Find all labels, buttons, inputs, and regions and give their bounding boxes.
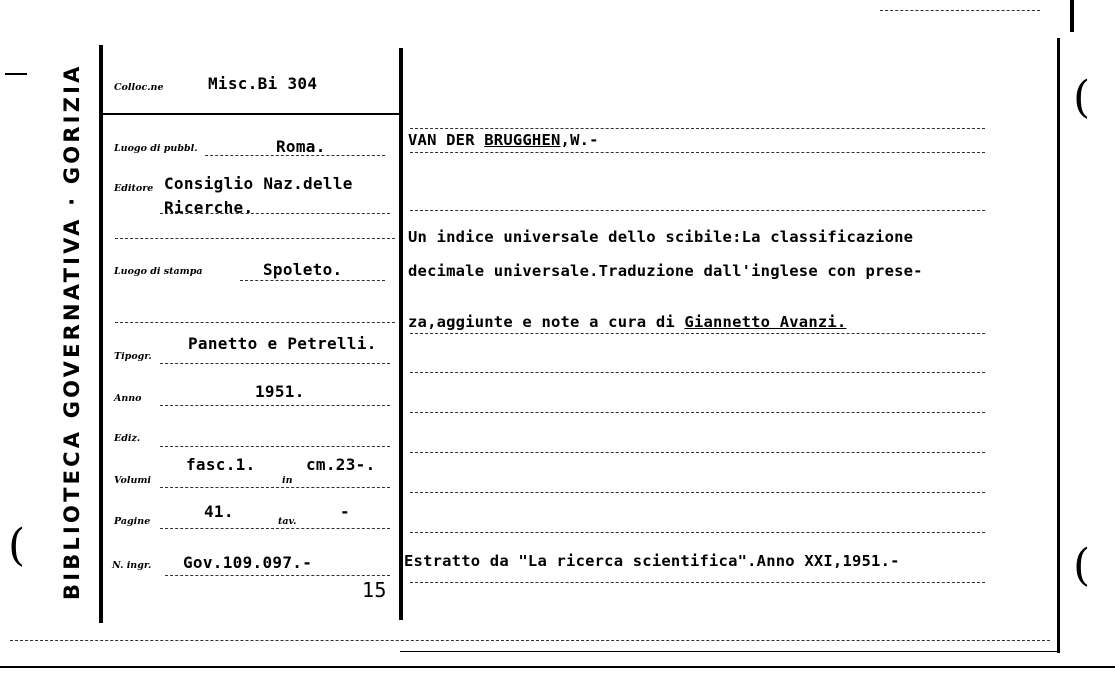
title-line3-text: za,aggiunte e note a cura di [408, 313, 685, 331]
label-tipogr: Tipogr. [114, 351, 152, 362]
bottom-dashes [10, 640, 1050, 641]
record-rule [410, 372, 985, 373]
record-title-line2: decimale universale.Traduzione dall'inglese con prese- [408, 262, 923, 280]
record-title-line1: Un indice universale dello scibile:La classificazione [408, 228, 914, 246]
author-suffix: ,W.- [560, 131, 599, 149]
record-rule [410, 582, 985, 583]
value-pagine: 41. [204, 502, 234, 521]
record-rule [410, 333, 985, 334]
record-rule [410, 152, 985, 153]
value-collocazione: Misc.Bi 304 [208, 74, 318, 93]
bottom-frame [0, 666, 1115, 668]
field-rule [115, 238, 395, 239]
label-in: in [282, 475, 293, 486]
right-bracket-mark-bottom: ( [1073, 540, 1091, 591]
record-title-line3 [408, 313, 846, 331]
value-luogo-stampa: Spoleto. [263, 260, 343, 279]
top-dashes [880, 10, 1040, 11]
record-rule [410, 452, 985, 453]
field-rule [160, 446, 390, 447]
label-volumi: Volumi [114, 475, 152, 486]
label-ediz: Ediz. [114, 433, 141, 444]
value-luogo-pubbl: Roma. [276, 137, 326, 156]
left-margin-mark [5, 73, 27, 75]
left-bracket-mark: ( [8, 520, 26, 571]
record-author [408, 131, 599, 149]
label-tav: tav. [278, 516, 297, 527]
record-rule [410, 492, 985, 493]
record-rule [410, 412, 985, 413]
label-luogo-pubbl: Luogo di pubbl. [114, 143, 198, 154]
right-border [1057, 38, 1060, 653]
value-editore-line1: Consiglio Naz.delle [164, 174, 353, 193]
value-editore-line2: Ricerche. [164, 198, 254, 217]
label-collocazione: Colloc.ne [114, 82, 164, 93]
field-rule [160, 528, 390, 529]
value-tav: - [340, 502, 350, 521]
author-prefix: VAN DER [408, 131, 485, 149]
library-stamp: BIBLIOTECA GOVERNATIVA · GORIZIA [60, 63, 84, 600]
label-luogo-stampa: Luogo di stampa [114, 266, 203, 277]
top-right-tick [1070, 0, 1074, 32]
value-anno: 1951. [255, 382, 305, 401]
label-anno: Anno [114, 393, 142, 404]
field-rule [165, 575, 390, 576]
value-stamp: 15 [362, 578, 387, 602]
author-name: BRUGGHEN [484, 131, 561, 149]
label-n-ingr: N. ingr. [112, 560, 152, 571]
center-column-rule [399, 48, 403, 620]
title-line3-editor: Giannetto Avanzi. [684, 313, 847, 331]
field-rule [160, 363, 390, 364]
value-volumi: fasc.1. [186, 455, 256, 474]
label-pagine: Pagine [114, 516, 151, 527]
value-tipogr: Panetto e Petrelli. [188, 334, 377, 353]
record-rule [410, 210, 985, 211]
field-rule [160, 487, 390, 488]
record-rule [410, 532, 985, 533]
field-rule [240, 280, 385, 281]
record-rule [410, 128, 985, 129]
header-divider [103, 113, 400, 115]
label-editore: Editore [114, 183, 154, 194]
value-n-ingr: Gov.109.097.- [183, 553, 313, 572]
record-note: Estratto da "La ricerca scientifica".Anno XXI,1951.- [404, 552, 900, 570]
right-bracket-mark-top: ( [1073, 72, 1091, 123]
value-formato: cm.23-. [306, 455, 376, 474]
field-rule [160, 405, 390, 406]
field-rule [115, 322, 395, 323]
bottom-frame-inner [400, 651, 1060, 652]
left-column-rule [99, 45, 103, 623]
